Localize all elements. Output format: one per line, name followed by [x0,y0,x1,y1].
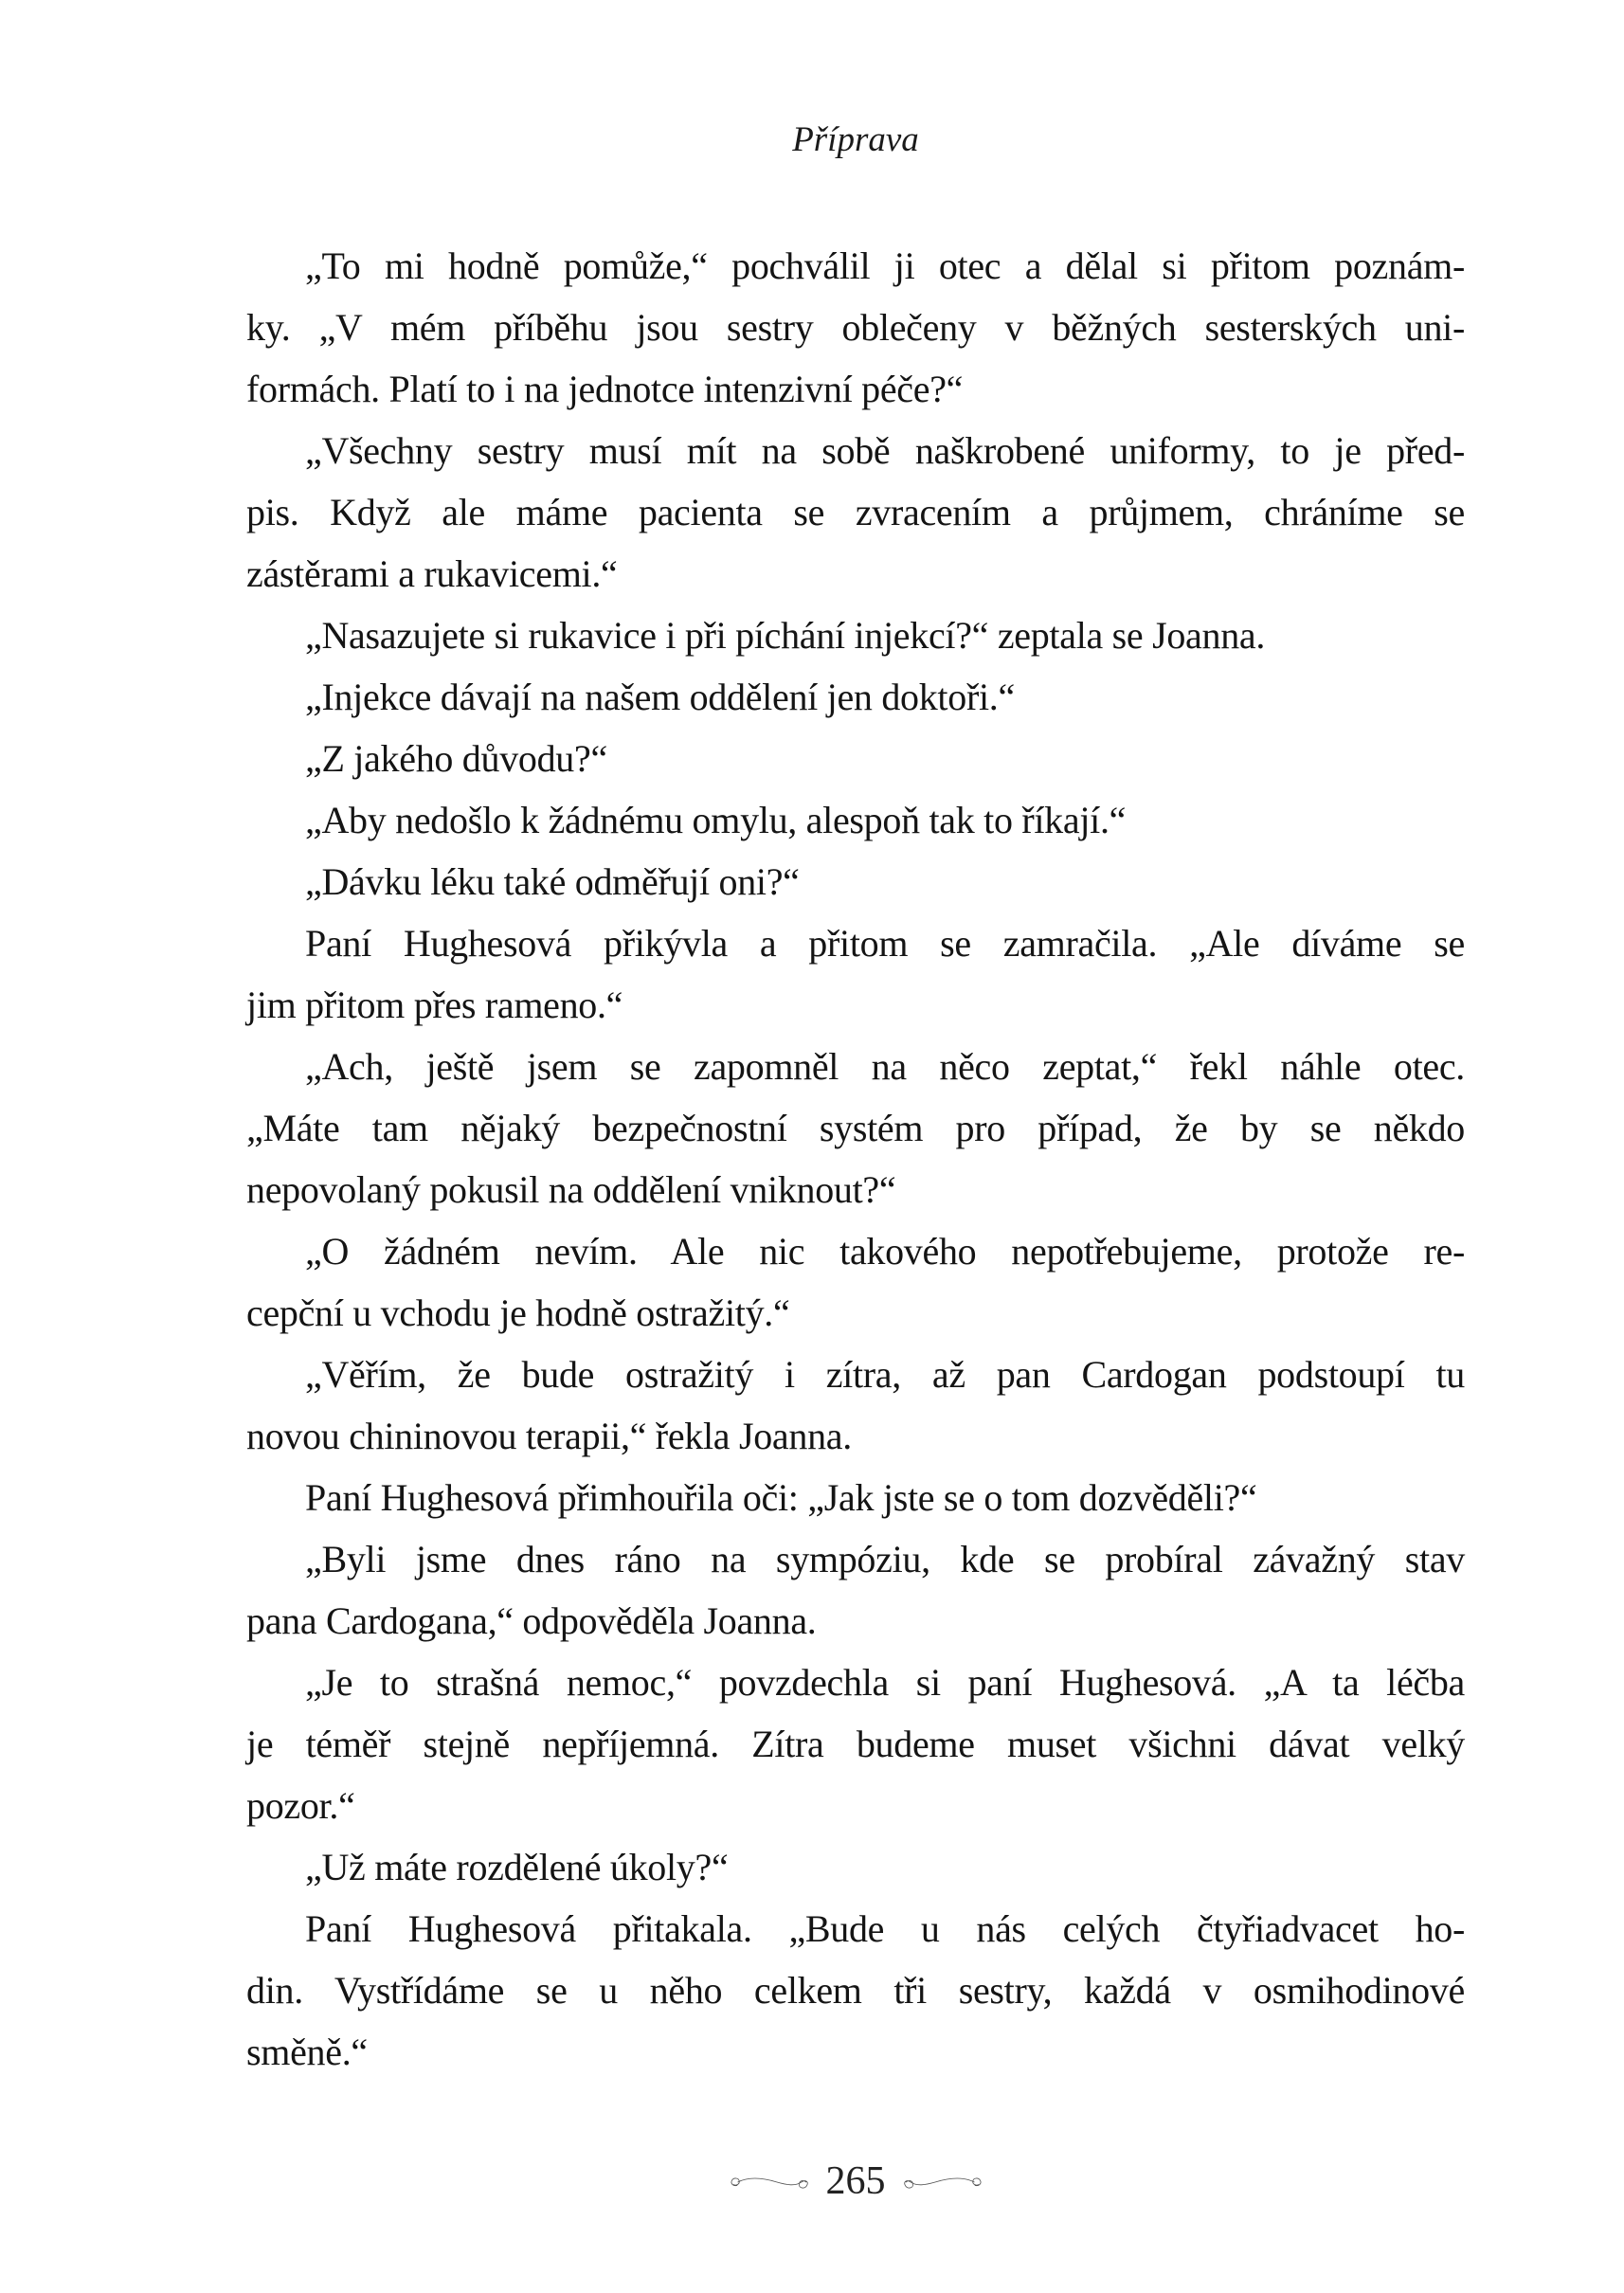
text-line: „Máte tam nějaký bezpečnostní systém pro případ, že by se někdo [246,1107,1465,1149]
text-line: „Injekce dávají na našem oddělení jen doktoři.“ [305,676,1015,718]
text-line: „Všechny sestry musí mít na sobě naškrobené uniformy, to je před- [305,429,1465,472]
paragraph [246,728,1465,789]
paragraph [246,1220,1465,1344]
page-body [246,235,1465,2083]
text-line: „Dávku léku také odměřují oni?“ [305,860,800,903]
text-line: „Věřím, že bude ostražitý i zítra, až pan Cardogan podstoupí tu [305,1353,1465,1396]
text-line: „Je to strašná nemoc,“ povzdechla si paní Hughesová. „A ta léčba [305,1661,1465,1704]
text-line: Paní Hughesová přitakala. „Bude u nás celých čtyřiadvacet ho- [305,1907,1465,1950]
text-line: pozor.“ [246,1784,355,1827]
text-line: Paní Hughesová přikývla a přitom se zamračila. „Ale díváme se [305,922,1465,965]
flourish-left-icon [728,2169,809,2194]
paragraph [246,851,1465,912]
paragraph [246,789,1465,851]
paragraph [246,1836,1465,1898]
paragraph [246,666,1465,728]
page-footer [246,2158,1465,2204]
paragraph [246,1898,1465,2083]
page-number: 265 [825,2159,886,2203]
text-line: „Už máte rozdělené úkoly?“ [305,1846,729,1888]
text-line: „Aby nedošlo k žádnému omylu, alespoň tak to říkají.“ [305,799,1127,841]
text-line: je téměř stejně nepříjemná. Zítra budeme muset všichni dávat velký [246,1723,1465,1765]
paragraph [246,1036,1465,1220]
paragraph [246,1528,1465,1652]
text-line: Paní Hughesová přimhouřila oči: „Jak jste se o tom dozvěděli?“ [305,1476,1257,1519]
flourish-right-icon [903,2169,984,2194]
text-line: din. Vystřídáme se u něho celkem tři sestry, každá v osmihodinové [246,1969,1465,2012]
text-line: novou chininovou terapii,“ řekla Joanna. [246,1415,852,1457]
paragraph [246,912,1465,1036]
paragraph [246,1344,1465,1467]
text-line: ky. „V mém příběhu jsou sestry oblečeny v běžných sesterských uni- [246,306,1465,349]
text-line: zástěrami a rukavicemi.“ [246,552,618,595]
text-line: „To mi hodně pomůže,“ pochválil ji otec a dělal si přitom poznám- [305,244,1465,287]
paragraph [246,1652,1465,1836]
paragraph [246,420,1465,605]
text-line: „Z jakého důvodu?“ [305,737,607,780]
text-line: nepovolaný pokusil na oddělení vniknout?“ [246,1168,896,1211]
text-line: cepční u vchodu je hodně ostražitý.“ [246,1291,790,1334]
running-header: Příprava [792,120,919,159]
text-line: „Ach, ještě jsem se zapomněl na něco zeptat,“ řekl náhle otec. [305,1045,1465,1088]
text-line: formách. Platí to i na jednotce intenzivní péče?“ [246,368,964,410]
text-line: pis. Když ale máme pacienta se zvracením a průjmem, chráníme se [246,491,1465,533]
text-line: „O žádném nevím. Ale nic takového nepotřebujeme, protože re- [305,1230,1465,1273]
paragraph [246,605,1465,666]
text-line: směně.“ [246,2031,368,2073]
paragraph [246,235,1465,420]
text-line: pana Cardogana,“ odpověděla Joanna. [246,1599,817,1642]
text-line: „Byli jsme dnes ráno na sympóziu, kde se probíral závažný stav [305,1538,1465,1580]
text-line: jim přitom přes rameno.“ [246,984,623,1026]
paragraph [246,1467,1465,1528]
text-line: „Nasazujete si rukavice i při píchání injekcí?“ zeptala se Joanna. [305,614,1266,657]
